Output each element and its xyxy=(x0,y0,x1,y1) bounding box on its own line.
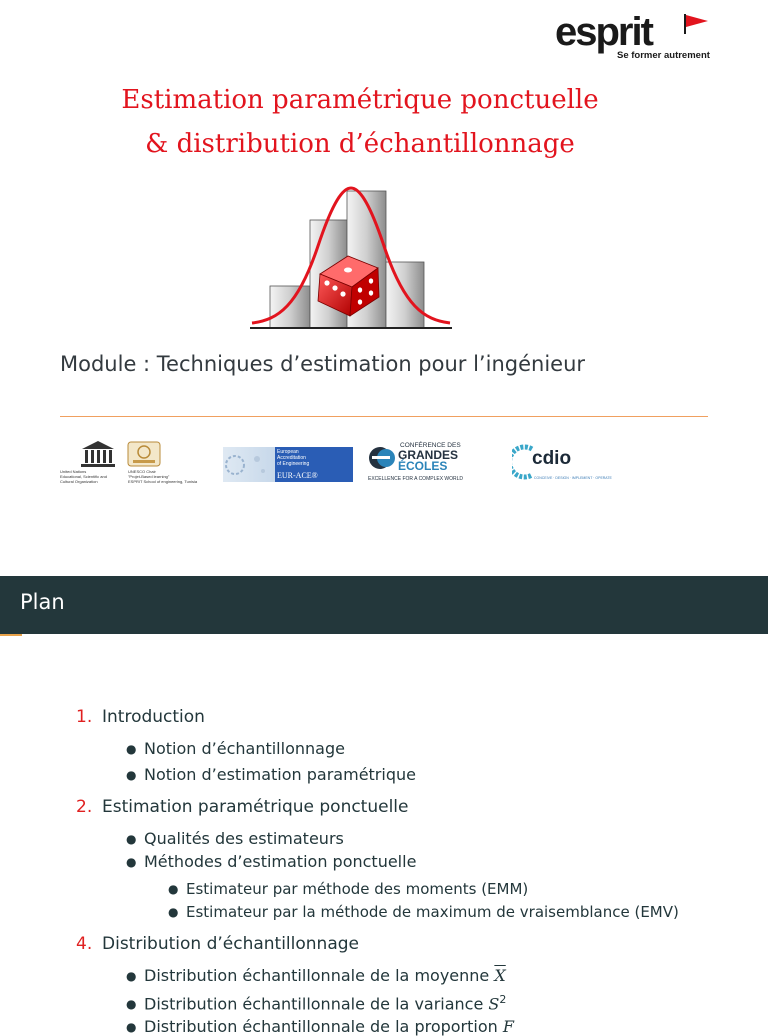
unesco-left-line: Educational, Scientific and xyxy=(60,474,107,479)
toc-subsection xyxy=(126,739,345,758)
unesco-left-line: Cultural Organization xyxy=(60,479,98,484)
presentation-title xyxy=(60,78,660,166)
toc-number: 4. xyxy=(76,934,93,954)
toc-subsection-title: Distribution échantillonnale de la proportion xyxy=(144,1017,503,1036)
title-line-2: & distribution d’échantillonnage xyxy=(145,129,575,159)
toc-subsection-title: Méthodes d’estimation ponctuelle xyxy=(144,852,417,871)
toc-subsubsection xyxy=(168,903,679,921)
partner-logos xyxy=(60,437,624,487)
bullet-icon: ● xyxy=(168,905,179,919)
eur-ace-brand: EUR-ACE® xyxy=(277,471,318,480)
cdio-word: cdio xyxy=(532,448,572,469)
bullet-icon: ● xyxy=(126,742,137,756)
cge-tagline: EXCELLENCE FOR A COMPLEX WORLD xyxy=(368,476,464,482)
unesco-right-line: UNESCO Chair xyxy=(128,469,156,474)
toc-subsection xyxy=(126,765,416,784)
bullet-icon: ● xyxy=(126,1020,137,1034)
bullet-icon: ● xyxy=(126,768,137,782)
eur-ace-line: European xyxy=(277,449,299,455)
temple-icon xyxy=(78,439,118,469)
toc-subsubsection-title: Estimateur par la méthode de maximum de vraisemblance (EMV) xyxy=(186,903,679,921)
flag-icon xyxy=(683,14,709,34)
gear-map-icon xyxy=(223,447,273,482)
table-of-contents xyxy=(0,576,768,1036)
variance-symbol: S xyxy=(488,994,500,1014)
eur-ace-logo xyxy=(223,447,353,482)
cdio-tagline: CONCEIVE · DESIGN · IMPLEMENT · OPERATE xyxy=(534,476,612,480)
toc-subsection-title: Qualités des estimateurs xyxy=(144,829,344,848)
variance-exponent: 2 xyxy=(499,993,507,1006)
toc-subsection xyxy=(126,1017,514,1036)
bullet-icon: ● xyxy=(126,855,137,869)
divider-rule xyxy=(60,416,708,417)
toc-section xyxy=(76,707,205,727)
eur-ace-line: Accreditation xyxy=(277,455,306,461)
cge-emblem-icon xyxy=(368,444,398,474)
title-line-1: Estimation paramétrique ponctuelle xyxy=(121,85,599,115)
chair-emblem-icon xyxy=(127,441,161,467)
mean-symbol: $\overline{X}$ xyxy=(494,966,506,985)
cdio-logo xyxy=(512,441,622,485)
bullet-icon: ● xyxy=(126,969,137,983)
logo-tagline: Se former autrement xyxy=(617,50,710,61)
logo-word: esprit xyxy=(555,10,652,54)
bullet-icon: ● xyxy=(126,832,137,846)
unesco-left-line: United Nations xyxy=(60,469,87,474)
eur-ace-line: of Engineering xyxy=(277,461,310,467)
proportion-symbol: F xyxy=(502,1017,514,1036)
toc-subsection-title: Notion d’échantillonnage xyxy=(144,739,345,758)
plan-slide xyxy=(0,576,768,1036)
toc-subsection-title: Distribution échantillonnale de la moyenne xyxy=(144,966,495,985)
toc-number: 2. xyxy=(76,797,93,817)
toc-section-title: Distribution d’échantillonnage xyxy=(102,934,360,954)
cge-line-1: CONFÉRENCE DES xyxy=(400,442,461,449)
bullet-icon: ● xyxy=(168,882,179,896)
module-subtitle: Module : Techniques d’estimation pour l’ingénieur xyxy=(60,352,586,376)
toc-subsubsection xyxy=(168,880,528,898)
cge-line-3: ÉCOLES xyxy=(398,459,448,473)
toc-subsection xyxy=(126,993,506,1013)
toc-section xyxy=(76,797,409,817)
frame-title: Plan xyxy=(20,590,65,614)
cge-line-2: GRANDES xyxy=(398,448,459,462)
unesco-right-line: "Projet-Based learning" xyxy=(128,474,170,479)
toc-section xyxy=(76,934,359,954)
unesco-logo xyxy=(60,439,218,485)
esprit-logo xyxy=(555,10,715,64)
toc-section-title: Introduction xyxy=(102,707,205,727)
toc-subsection xyxy=(126,966,506,985)
toc-number: 1. xyxy=(76,707,93,727)
unesco-right-line: ESPRIT School of engineering, Tunisia xyxy=(128,479,198,484)
toc-subsubsection-title: Estimateur par méthode des moments (EMM) xyxy=(186,880,529,898)
toc-subsection xyxy=(126,852,416,871)
toc-subsection-title: Distribution échantillonnale de la variance xyxy=(144,994,489,1014)
toc-section-title: Estimation paramétrique ponctuelle xyxy=(102,797,409,817)
toc-subsection xyxy=(126,829,344,848)
toc-subsection-title: Notion d’estimation paramétrique xyxy=(144,765,416,784)
histogram-dice-illustration xyxy=(248,186,454,332)
bullet-icon: ● xyxy=(126,997,137,1012)
cge-logo xyxy=(368,442,496,486)
